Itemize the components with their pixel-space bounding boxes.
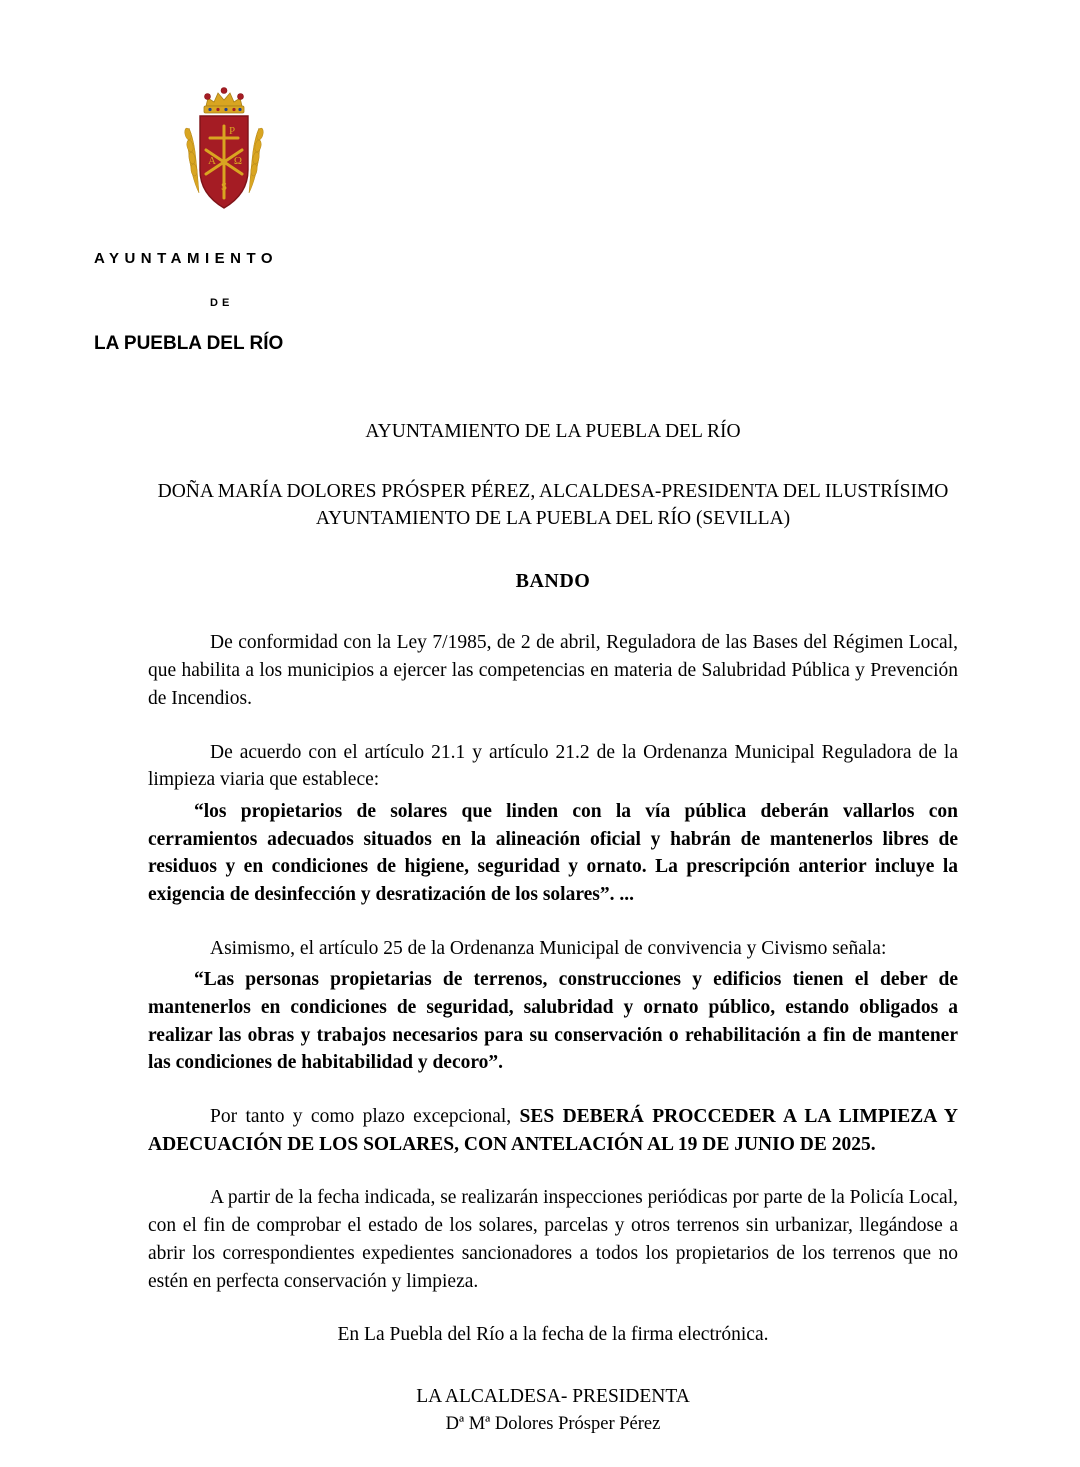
signature-block [148, 1383, 958, 1437]
paragraph-3: Asimismo, el artículo 25 de la Ordenanza Municipal de convivencia y Civismo señala: [210, 937, 887, 959]
letterhead-line-ayuntamiento: AYUNTAMIENTO [94, 250, 279, 267]
document-title: BANDO [515, 570, 591, 593]
quote-1: “los propietarios de solares que linden con la vía pública deberán vallarlos con cerramientos adecuados situados en la alineación oficial y habrán de mantenerlos libres de residuos y en condiciones de higiene, seguridad y ornato. La prescripción anterior incluye la exigencia de desinfección y desratización de los solares”. ... [148, 800, 958, 905]
paragraph-2: De acuerdo con el artículo 21.1 y artículo 21.2 de la Ordenanza Municipal Reguladora de la limpieza viaria que establece: [148, 741, 958, 791]
document-subheading: DOÑA MARÍA DOLORES PRÓSPER PÉREZ, ALCALDESA-PRESIDENTA DEL ILUSTRÍSIMO AYUNTAMIENTO DE LA PUEBLA DEL RÍO (SEVILLA) [157, 480, 949, 530]
svg-text:Ω: Ω [233, 155, 243, 167]
letterhead [92, 78, 422, 355]
coat-of-arms-icon [176, 78, 272, 228]
letterhead-line-municipality: LA PUEBLA DEL RÍO [94, 333, 284, 354]
svg-text:P: P [228, 125, 236, 137]
closing-line: En La Puebla del Río a la fecha de la firma electrónica. [337, 1324, 769, 1346]
paragraph-4 [148, 1103, 958, 1158]
signature-name: Dª Mª Dolores Prósper Pérez [445, 1413, 661, 1434]
paragraph-1: De conformidad con la Ley 7/1985, de 2 de abril, Reguladora de las Bases del Régimen Local, que habilita a los municipios a ejercer las competencias en materia de Salubridad Pública y Prevención de Incendios. [148, 632, 958, 709]
signature-role: LA ALCALDESA- PRESIDENTA [416, 1385, 690, 1407]
quote-2: “Las personas propietarias de terrenos, construcciones y edificios tienen el deber de mantenerlos en condiciones de seguridad, salubridad y ornato público, estando obligados a realizar las obras y trabajos necesarios para su conservación o rehabilitación a fin de mantener las condiciones de habitabilidad y decoro”. [148, 969, 958, 1074]
svg-text:A: A [208, 155, 216, 167]
paragraph-5: A partir de la fecha indicada, se realizarán inspecciones periódicas por parte de la Policía Local, con el fin de comprobar el estado de los solares, parcelas y otros terrenos sin urbanizar, llegándose a abrir los correspondientes expedientes sancionadores a todos los propietarios de los terrenos que no estén en perfecta conservación y limpieza. [148, 1187, 958, 1292]
document-heading: AYUNTAMIENTO DE LA PUEBLA DEL RÍO [365, 421, 741, 442]
letterhead-line-de: DE [210, 297, 234, 309]
svg-text:S: S [220, 181, 228, 193]
paragraph-4-lead: Por tanto y como plazo excepcional, [210, 1106, 520, 1128]
paragraph-4-deadline: SES DEBERÁ PROCCEDER A LA LIMPIEZA Y ADECUACIÓN DE LOS SOLARES, CON ANTELACIÓN AL 19 DE JUNIO DE 2025. [148, 1106, 958, 1155]
document-body [148, 418, 958, 1437]
